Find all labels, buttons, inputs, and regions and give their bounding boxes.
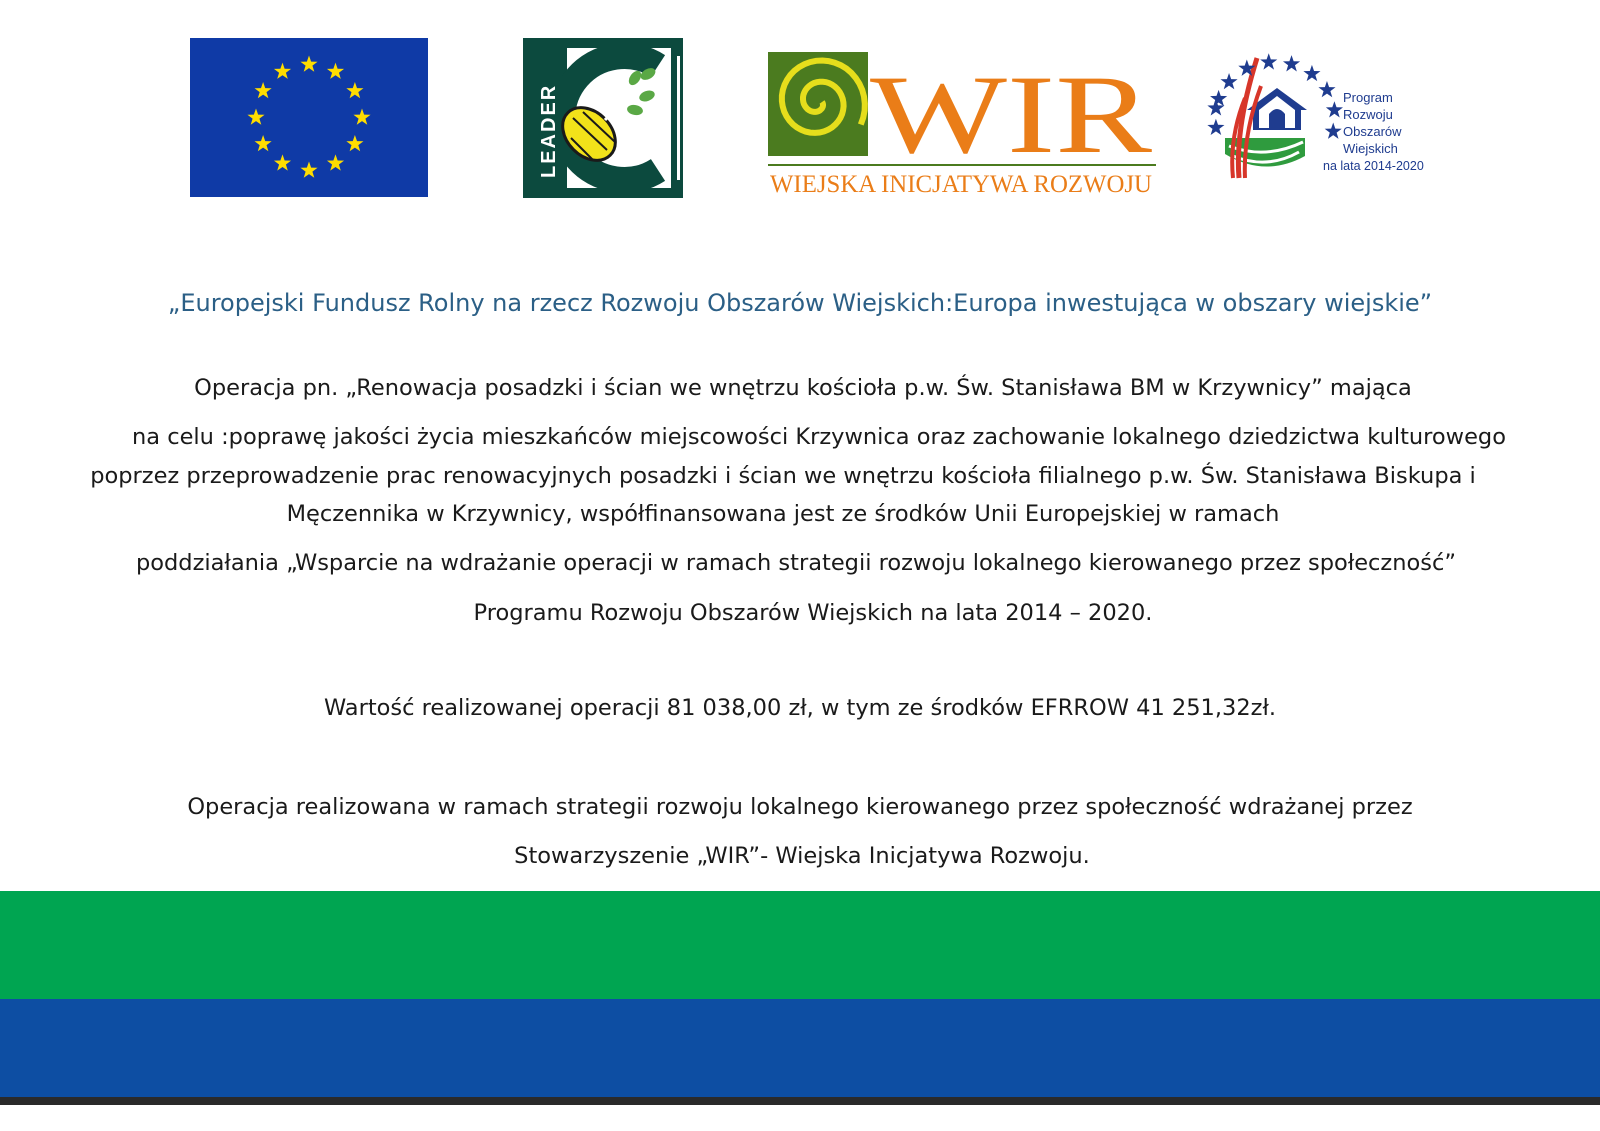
operation-line-6: Programu Rozwoju Obszarów Wiejskich na lata 2014 – 2020. bbox=[473, 600, 1153, 626]
prow-star bbox=[1220, 73, 1237, 89]
leader-text: LEADER bbox=[538, 83, 560, 178]
prow-star bbox=[1207, 119, 1224, 135]
closing-line-1: Operacja realizowana w ramach strategii rozwoju lokalnego kierowanego przez społeczność wdrażanej przez bbox=[187, 794, 1413, 820]
prow-line2: Rozwoju bbox=[1343, 107, 1393, 122]
dark-stripe bbox=[0, 1097, 1600, 1105]
operation-line-2: na celu :poprawę jakości życia mieszkańców miejscowości Krzywnica oraz zachowanie lokalnego dziedzictwa kulturowego bbox=[132, 424, 1506, 450]
operation-value: Wartość realizowanej operacji 81 038,00 zł, w tym ze środków EFRROW 41 251,32zł. bbox=[323, 695, 1276, 721]
prow-line4: Wiejskich bbox=[1343, 141, 1398, 156]
green-stripe bbox=[0, 891, 1600, 999]
prow-star bbox=[1283, 55, 1300, 71]
leader-logo bbox=[523, 38, 683, 198]
operation-line-1: Operacja pn. „Renowacja posadzki i ścian we wnętrzu kościoła p.w. Św. Stanisława BM w Krzywnicy” mająca bbox=[194, 375, 1412, 401]
closing-line-2: Stowarzyszenie „WIR”- Wiejska Inicjatywa Rozwoju. bbox=[514, 843, 1090, 869]
prow-line3: Obszarów bbox=[1343, 124, 1402, 139]
operation-line-4: Męczennika w Krzywnicy, współfinansowana jest ze środków Unii Europejskiej w ramach bbox=[286, 501, 1280, 527]
prow-logo bbox=[1195, 38, 1435, 188]
prow-star bbox=[1303, 65, 1320, 81]
program-heading: „Europejski Fundusz Rolny na rzecz Rozwoju Obszarów Wiejskich:Europa inwestująca w obszary wiejskie” bbox=[167, 289, 1433, 317]
prow-star bbox=[1326, 101, 1343, 117]
eu-flag-icon bbox=[190, 38, 428, 197]
blue-stripe bbox=[0, 999, 1600, 1097]
prow-star bbox=[1260, 53, 1277, 69]
prow-star bbox=[1325, 123, 1342, 139]
operation-line-3: poprzez przeprowadzenie prac renowacyjnych posadzki i ścian we wnętrzu kościoła filialnego p.w. Św. Stanisława Biskupa i bbox=[90, 463, 1476, 489]
wir-title: WIR bbox=[870, 53, 1153, 177]
operation-line-5: poddziałania „Wsparcie na wdrażanie operacji w ramach strategii rozwoju lokalnego kierowanego przez społeczność” bbox=[135, 550, 1457, 576]
wir-subtitle: WIEJSKA INICJATYWA ROZWOJU bbox=[770, 171, 1152, 198]
prow-star bbox=[1318, 81, 1335, 97]
prow-star bbox=[1210, 90, 1227, 106]
prow-line5: na lata 2014-2020 bbox=[1323, 159, 1424, 173]
prow-line1: Program bbox=[1343, 90, 1393, 105]
wir-logo bbox=[768, 52, 1156, 198]
